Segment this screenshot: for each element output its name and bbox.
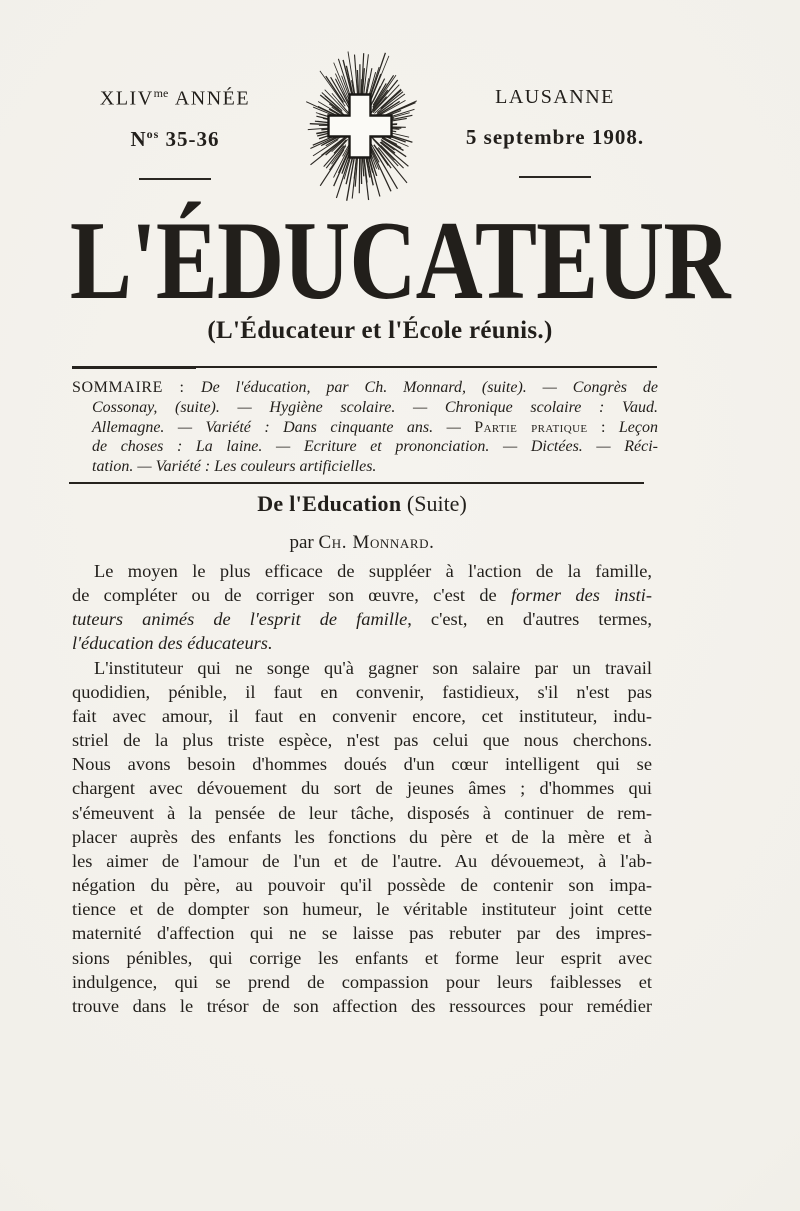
body-line (72, 752, 652, 776)
masthead-date: 5 septembre 1908. (465, 125, 645, 149)
horizontal-rule-above-sommaire-left (72, 366, 196, 369)
text-segment: Allemagne. — Variété : Dans cinquante ans. — (92, 418, 475, 436)
text-segment: Le moyen le plus efficace de suppléer à l'action de la famille, (94, 561, 652, 581)
annee-superscript: me (153, 86, 169, 100)
text-segment: sions pénibles, qui corrige les enfants et forme leur esprit avec (72, 947, 652, 968)
body-line (72, 656, 652, 680)
body-line (72, 994, 652, 1018)
swiss-cross-sunburst-icon (290, 44, 430, 214)
page-title-row (0, 198, 800, 323)
text-segment: de compléter ou de corriger son œuvre, c'est de (72, 585, 511, 606)
text-segment: tience et de dompter son humeur, le véritable instituteur joint cette (72, 899, 652, 920)
byline-author: Ch. Monnard. (318, 532, 435, 553)
text-segment: s'émeuvent à la pensée de leur tâche, disposés à continuer de rem- (72, 802, 652, 823)
horizontal-rule-right (519, 176, 591, 178)
annee-roman: XLIV (99, 87, 154, 110)
text-segment: indulgence, qui se prend de compassion pour leurs faiblesses et (72, 971, 652, 992)
text-segment: former des insti- (511, 585, 653, 606)
body-line (72, 680, 652, 704)
sommaire (72, 378, 658, 477)
body-line (72, 776, 652, 800)
text-segment: fait avec amour, il faut en convenir encore, cet instituteur, indu- (72, 705, 652, 726)
text-segment: maternité d'affection qui ne se laisse pas rebuter par des impres- (72, 923, 652, 944)
masthead-city: LAUSANNE (495, 86, 615, 108)
horizontal-rule-left (139, 178, 211, 180)
body-line (72, 607, 652, 631)
text-segment: Partie pratique (474, 418, 588, 436)
text-segment: chargent avec dévouement du sort de jeunes âmes ; d'hommes qui (72, 778, 652, 799)
sommaire-line (72, 398, 658, 418)
text-segment: striel de la plus triste espèce, n'est pas celui que nous cherchons. (72, 730, 652, 751)
byline-prefix: par (289, 532, 319, 553)
masthead-issue-block (80, 86, 270, 180)
article-heading (72, 491, 652, 517)
sommaire-line (72, 457, 658, 477)
horizontal-rule-above-sommaire-right (195, 366, 657, 368)
masthead-annee (80, 86, 270, 111)
text-segment: Cossonay, (suite). — Hygiène scolaire. — Chronique scolaire : Vaud. (92, 398, 658, 416)
masthead-numeros (80, 127, 270, 152)
page-subtitle: (L'Éducateur et l'École réunis.) (207, 317, 553, 344)
text-segment: SOMMAIRE : (72, 379, 202, 396)
text-segment: les aimer de l'amour de l'un et de l'autre. Au dévouemeɔt, à l'ab- (72, 850, 652, 871)
body-line (72, 825, 652, 849)
horizontal-rule-below-sommaire (69, 482, 644, 484)
text-segment: De l'éducation, par Ch. Monnard, (suite). — Congrès de (201, 379, 659, 396)
body-line (72, 849, 652, 873)
text-segment: Leçon (618, 418, 658, 436)
body-line (72, 921, 652, 945)
body-line (72, 559, 652, 583)
sommaire-line (72, 437, 658, 457)
text-segment: Nous avons besoin d'hommes doués d'un cœur intelligent qui se (72, 754, 652, 775)
text-segment: trouve dans le trésor de son affection des ressources pour remédier (72, 995, 652, 1016)
body-line (72, 583, 652, 607)
page-title: L'ÉDUCATEUR (70, 198, 730, 323)
body-line (72, 631, 652, 655)
text-segment: : (587, 418, 619, 436)
text-segment: placer auprès des enfants les fonctions du père et de la mère et à (72, 826, 652, 847)
article-byline (72, 532, 652, 554)
text-segment: quodidien, pénible, il faut en convenir, fastidieux, s'il n'est pas (72, 681, 652, 702)
text-segment: de choses : La laine. — Ecriture et prononciation. — Dictées. — Réci- (92, 438, 658, 456)
body-line (72, 801, 652, 825)
article-heading-title: De l'Education (257, 491, 402, 516)
article-body (72, 559, 652, 1018)
body-line (72, 728, 652, 752)
sommaire-line (72, 378, 658, 398)
text-segment: tuteurs animés de l'esprit de famille (72, 609, 408, 630)
text-segment: tation. — Variété : Les couleurs artificielles. (92, 458, 377, 476)
body-line (72, 946, 652, 970)
masthead-place-block (455, 86, 655, 178)
annee-word: ANNÉE (174, 87, 251, 110)
sommaire-line (72, 418, 658, 438)
text-segment: , c'est, en d'autres termes, (407, 609, 653, 630)
body-line (72, 970, 652, 994)
text-segment: négation du père, au pouvoir qu'il possède de contenir son impa- (72, 875, 652, 896)
numero-letter: N (130, 126, 147, 151)
body-line (72, 873, 652, 897)
text-segment: l'éducation des éducateurs. (72, 633, 273, 654)
body-line (72, 704, 652, 728)
numero-superscript: os (146, 126, 160, 141)
article-heading-suffix: (Suite) (401, 491, 467, 516)
text-segment: L'instituteur qui ne songe qu'à gagner son salaire par un travail (94, 657, 652, 678)
body-line (72, 897, 652, 921)
numero-range: 35-36 (165, 126, 220, 151)
